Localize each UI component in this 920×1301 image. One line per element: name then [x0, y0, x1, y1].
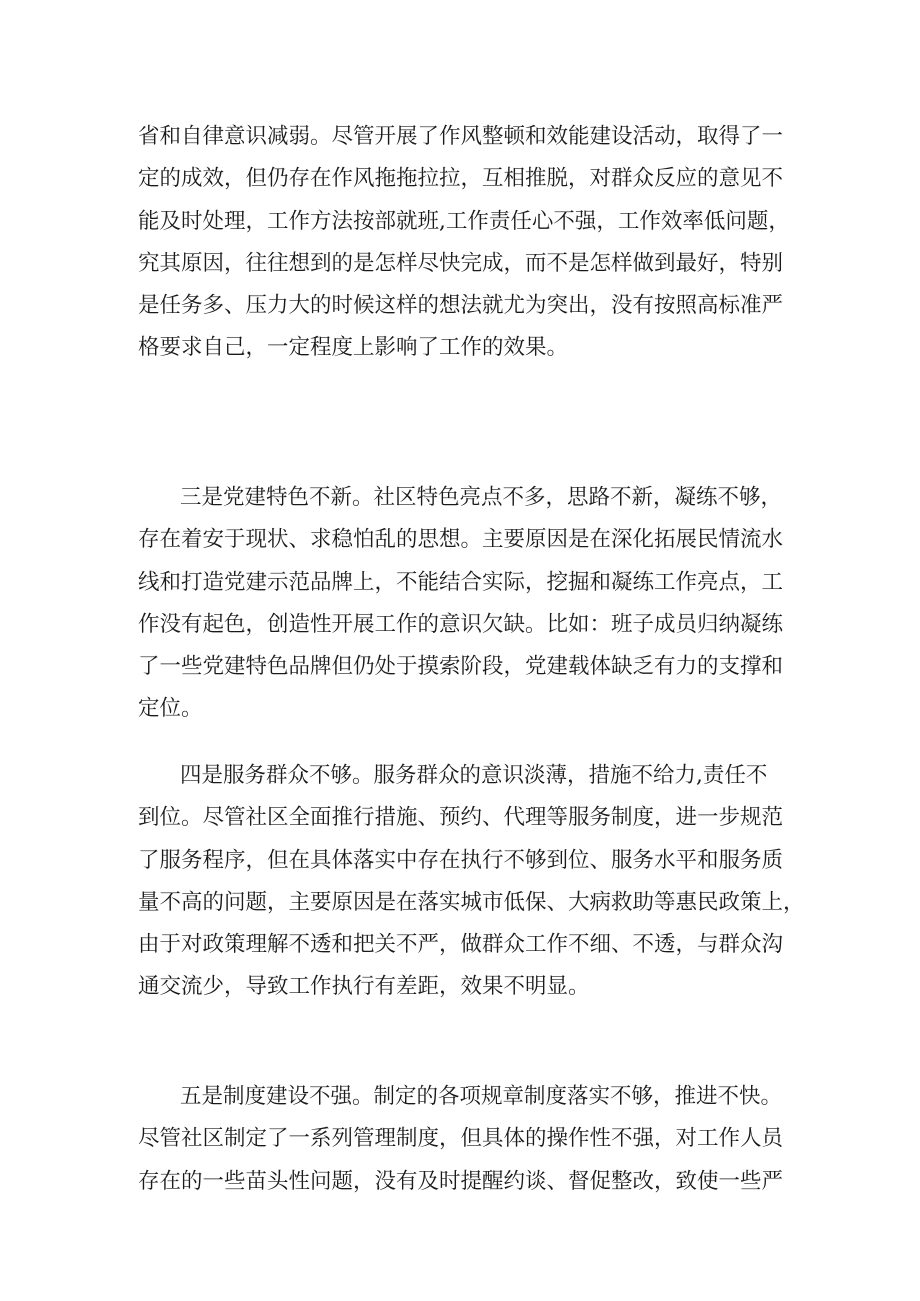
text-line: 定的成效，但仍存在作风拖拖拉拉，互相推脱，对群众反应的意见不: [138, 166, 784, 192]
text-line: 了服务程序，但在具体落实中存在执行不够到位、服务水平和服务质: [138, 847, 784, 873]
text-line: 到位。尽管社区全面推行措施、预约、代理等服务制度，进一步规范: [138, 805, 784, 831]
text-line: 通交流少，导致工作执行有差距，效果不明显。: [138, 974, 590, 1000]
paragraph-serving-public: [138, 755, 805, 1009]
text-line: 三是党建特色不新。社区特色亮点不多，思路不新，凝练不够，: [180, 485, 783, 510]
text-line: 是任务多、压力大的时候这样的想法就尤为突出，没有按照高标准严: [138, 293, 784, 319]
text-line: 存在的一些苗头性问题，没有及时提醒约谈、督促整改，致使一些严: [138, 1168, 784, 1194]
paragraph-party-building: [138, 477, 788, 731]
text-line: 究其原因，往往想到的是怎样尽快完成，而不是怎样做到最好，特别: [138, 250, 784, 276]
text-line: 格要求自己，一定程度上影响了工作的效果。: [138, 335, 569, 361]
text-line: 了一些党建特色品牌但仍处于摸索阶段，党建载体缺乏有力的支撑和: [138, 654, 784, 680]
text-line: 量不高的问题，主要原因是在落实城市低保、大病救助等惠民政策上，: [138, 889, 805, 915]
paragraph-work-style: [138, 116, 788, 370]
text-line: 省和自律意识减弱。尽管开展了作风整顿和效能建设活动，取得了一: [138, 124, 784, 149]
text-line: 能及时处理，工作方法按部就班,工作责任心不强，工作效率低问题，: [138, 208, 790, 234]
text-line: 由于对政策理解不透和把关不严，做群众工作不细、不透，与群众沟: [138, 932, 784, 958]
text-line: 四是服务群众不够。服务群众的意识淡薄，措施不给力,责任不: [180, 763, 768, 788]
text-line: 五是制度建设不强。制定的各项规章制度落实不够，推进不快。: [180, 1084, 783, 1109]
text-line: 定位。: [138, 696, 203, 722]
text-line: 作没有起色，创造性开展工作的意识欠缺。比如：班子成员归纳凝练: [138, 611, 784, 637]
text-line: 存在着安于现状、求稳怕乱的思想。主要原因是在深化拓展民情流水: [138, 527, 784, 553]
text-line: 线和打造党建示范品牌上，不能结合实际，挖掘和凝练工作亮点，工: [138, 569, 784, 595]
paragraph-system-building: [138, 1076, 788, 1203]
text-line: 尽管社区制定了一系列管理制度，但具体的操作性不强，对工作人员: [138, 1126, 784, 1152]
